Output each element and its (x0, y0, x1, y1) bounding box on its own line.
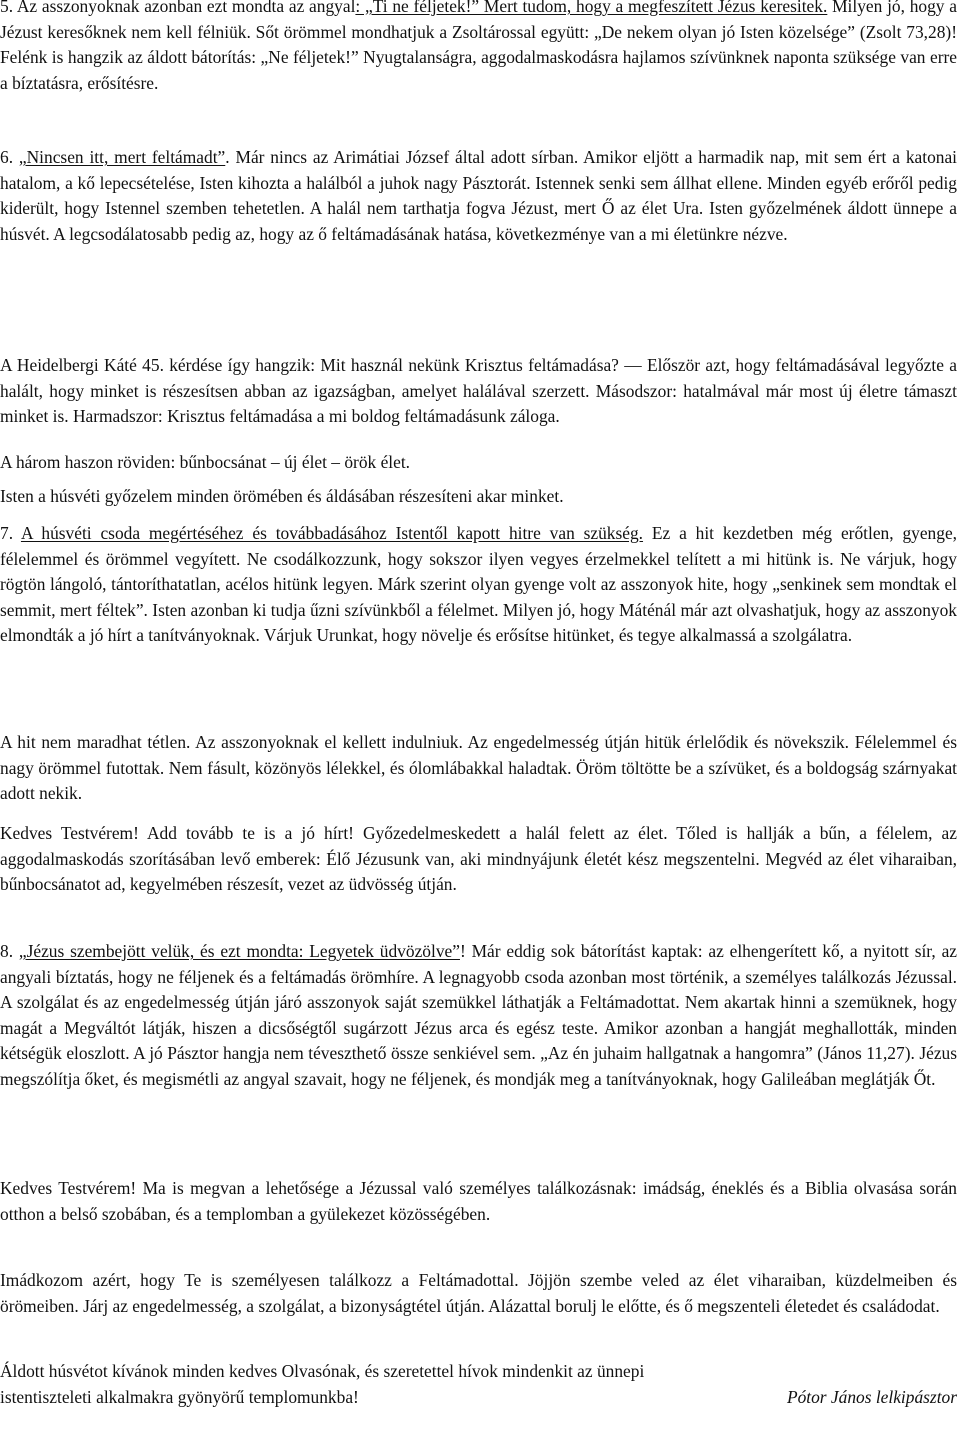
paragraph-heidelberg: A Heidelbergi Káté 45. kérdése így hangzik: Mit használ nekünk Krisztus feltámadása? — Először azt, hogy feltámadásával legyőzte a halált, hogy minket is részesítsen abban az igazságban, amelyet halálával szerzett. Másodszor: hatalmával már most új életre támaszt minket is. Harmadszor: Krisztus feltámadása a mi boldog feltámadásunk záloga. (0, 355, 957, 427)
closing-line-2-row (0, 1385, 957, 1411)
closing-line-1: Áldott húsvétot kívánok minden kedves Olvasónak, és szeretettel hívok mindenkit az ünnepi (0, 1361, 645, 1381)
p8-heading: „Jézus szembejött velük, és ezt mondta: Legyetek üdvözölve” (18, 941, 460, 961)
paragraph-easter-victory: Isten a húsvéti győzelem minden örömében és áldásában részesíteni akar minket. (0, 486, 564, 506)
closing-block (0, 1359, 957, 1410)
closing-line-2: istentiszteleti alkalmakra gyönyörű templomunkba! (0, 1386, 359, 1407)
paragraph-dear-sibling-2: Kedves Testvérem! Ma is megvan a lehetősége a Jézussal való személyes találkozásnak: imádság, éneklés és a Biblia olvasása során otthon a belső szobában, és a templomban a gyülekezet közösségében. (0, 1178, 957, 1224)
paragraph-three-benefits: A három haszon röviden: bűnbocsánat – új élet – örök élet. (0, 452, 411, 472)
paragraph-faith-not-idle: A hit nem maradhat tétlen. Az asszonyoknak el kellett indulniuk. Az engedelmesség útján hitük érlelődik és növekszik. Félelemmel és nagy örömmel futottak. Nem fásult, közönyös lélekkel, és ólomlábakkal haladtak. Öröm töltötte be a szívüket, és a boldogság szárnyakat adott nekik. (0, 732, 957, 804)
p5-angel-quote: : „Ti ne féljetek!” Mert tudom, hogy a megfeszített Jézus keresitek. (355, 0, 828, 16)
paragraph-8 (0, 939, 957, 1093)
signature: Pótor János lelkipásztor (786, 1386, 957, 1407)
p6-body: . Már nincs az Arimátiai József által adott sírban. Amikor eljött a harmadik nap, mit sem ért a katonai hatalom, a kő lepecsételése, Isten kihozta a halálból a juhok nagy Pásztorát. Istennek senki sem állhat ellene. Minden egyéb erőről pedig kiderült, hogy Istennel szemben tehetetlen. A halál nem tarthatja fogva Jézust, mert Ő az élet Ura. Isten győzelmének áldott ünnepe a húsvét. A legcsodálatosabb pedig az, hogy az ő feltámadásának hatása, következménye van a mi életünkre nézve. (0, 147, 958, 244)
paragraph-6 (0, 145, 957, 247)
p6-number: 6. (0, 147, 19, 167)
p8-number: 8. (0, 941, 19, 961)
p8-body: ! Már eddig sok bátorítást kaptak: az elhengerített kő, a nyitott sír, az angyali bíztatás, hogy ne féljenek és a feltámadás örömhíre. A legnagyobb csoda azonban most történik, a személyes találkozás Jézussal. A szolgálat és az engedelmesség útján járó asszonyok saját szemükkel láthatják a Feltámadottat. Nem akartak hinni a szemüknek, hogy magát a Megváltót látják, hiszen a dicsőségtől sugárzott Jézus arca és egész teste. Amikor azonban a hangját meghallották, minden kétségük eloszlott. A jó Pásztor hangja nem téveszthető össze senkiével sem. „Az én juhaim hallgatnak a hangomra” (János 11,27). Jézus megszólítja őket, és megismétli az angyal szavait, hogy ne féljenek, és mondják meg a tanítványoknak, hogy Galileában meglátják Őt. (0, 941, 958, 1089)
p7-body: Ez a hit kezdetben még erőtlen, gyenge, félelemmel és örömmel vegyített. Ne csodálkozzunk, hogy sokszor ilyen vegyes érzelmekkel telített a mi hitünk is. Ne várjuk, hogy rögtön lángoló, tántoríthatatlan, acélos hitünk legyen. Márk szerint olyan gyenge volt az asszonyok hite, hogy „senkinek sem mondtak el semmit, mert féltek”. Isten azonban ki tudja űzni szívünkből a félelmet. Milyen jó, hogy Máténál már azt olvashatjuk, hogy az asszonyok elmondták a jó hírt a tanítványoknak. Várjuk Urunkat, hogy növelje és erősítse hitünket, és tegye alkalmassá a szolgálatra. (0, 523, 958, 646)
paragraph-7 (0, 521, 957, 649)
p7-heading: A húsvéti csoda megértéséhez és továbbadásához Istentől kapott hitre van szükség. (20, 523, 644, 543)
paragraph-dear-sibling-1: Kedves Testvérem! Add tovább te is a jó hírt! Győzedelmeskedett a halál felett az élet. Tőled is hallják a bűn, a félelem, az aggodalmaskodás szorításában levő emberek: Élő Jézusunk van, aki mindnyájunk életét kész megszentelni. Megvéd az élet viharaiban, bűnbocsánatot ad, kegyelmében részesít, vezet az üdvösség útján. (0, 823, 957, 895)
paragraph-prayer: Imádkozom azért, hogy Te is személyesen találkozz a Feltámadottal. Jöjjön szembe veled az élet viharaiban, küzdelmeiben és örömeiben. Járj az engedelmesség, a szolgálat, a bizonyságtétel útján. Alázattal borulj le előtte, és ő megszenteli életedet és családodat. (0, 1270, 957, 1316)
p5-body: Milyen jó, hogy a Jézust keresőknek nem kell félniük. Sőt örömmel mondhatjuk a Zsoltárossal együtt: „De nekem olyan jó Isten közelsége” (Zsolt 73,28)! Felénk is hangzik az áldott bátorítás: „Ne féljetek!” Nyugtalanságra, aggodalmaskodásra hajlamos szívünknek naponta szüksége van erre a bíztatásra, erősítésre. (0, 0, 957, 93)
paragraph-5 (0, 0, 957, 96)
p6-quote: „Nincsen itt, mert feltámadt” (18, 147, 226, 167)
p7-number: 7. (0, 523, 21, 543)
p5-lead: 5. Az asszonyoknak azonban ezt mondta az angyal (0, 0, 356, 16)
